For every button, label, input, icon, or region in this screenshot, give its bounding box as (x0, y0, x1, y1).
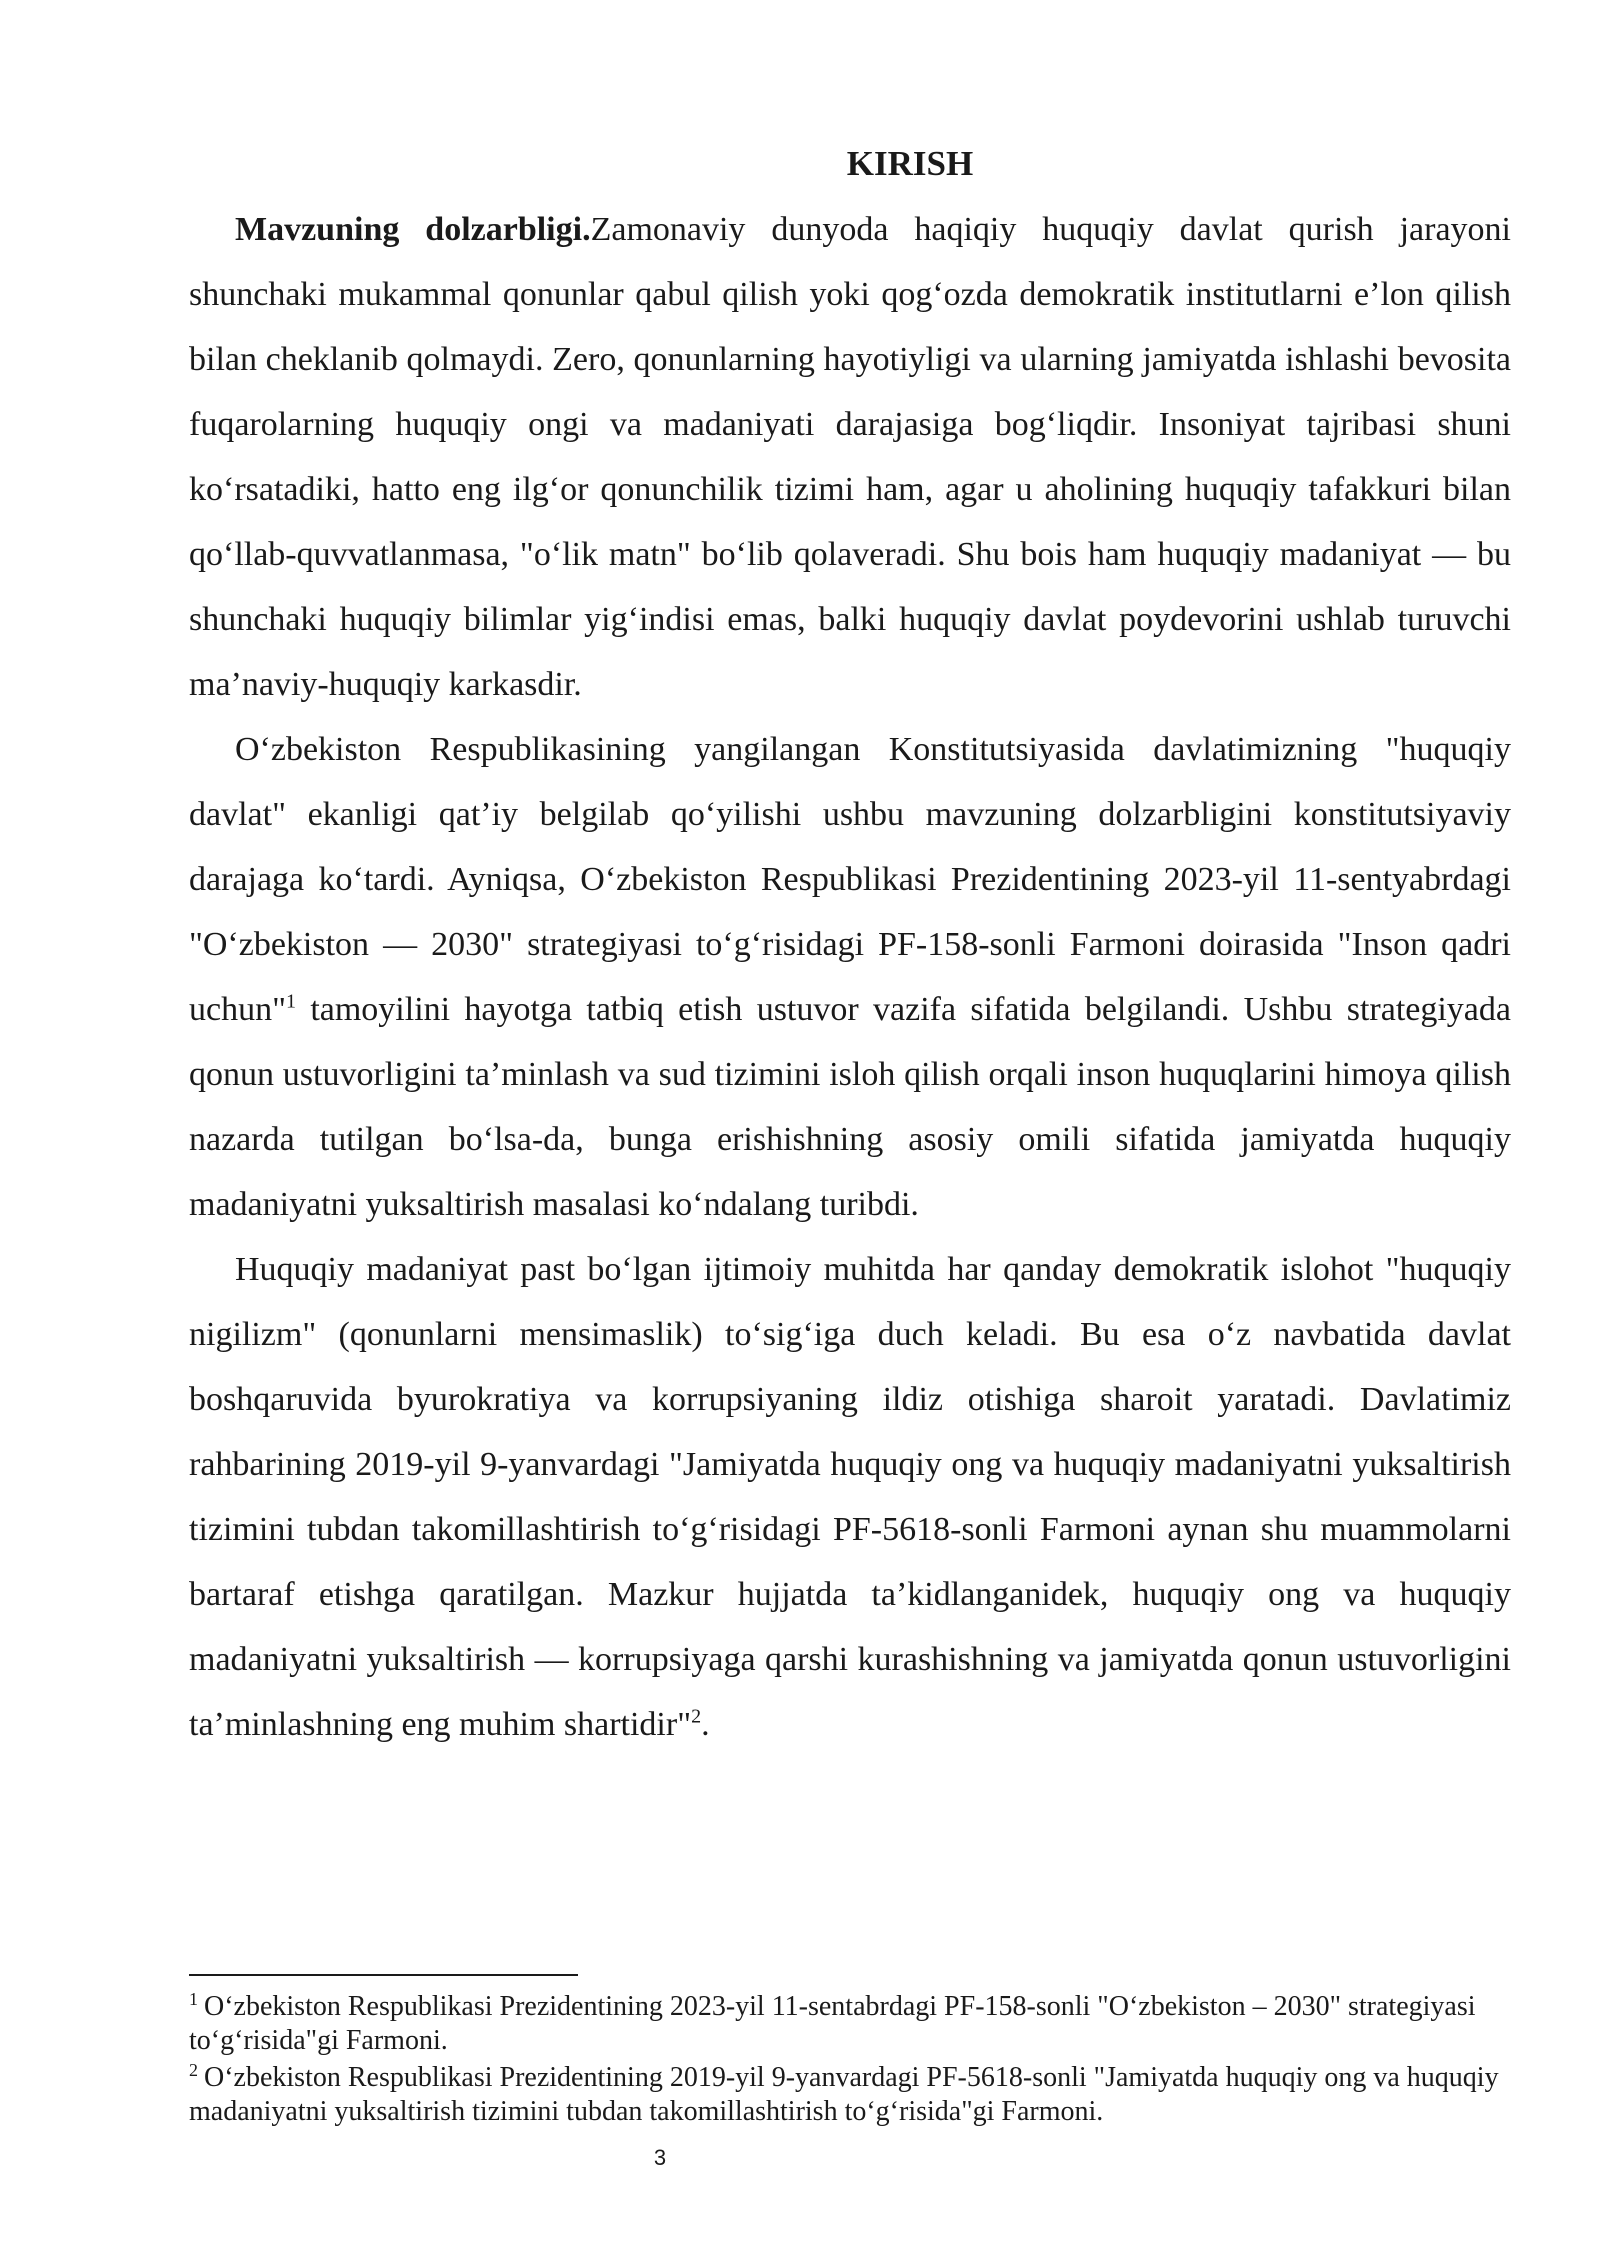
footnote-mark: 1 (189, 1988, 198, 2009)
paragraph-text: O‘zbekiston Respublikasining yangilangan Konstitutsiyasida davlatimizning "huquqiy davlat" ekanligi qat’iy belgilab qo‘yilishi ushbu mavzuning dolzarbligini konstitutsiyaviy darajaga ko‘tardi. Ayniqsa, O‘zbekiston Respublikasi Prezidentining 2023-yil 11-sentyabrdagi "O‘zbekiston — 2030" strategiyasi to‘g‘risidagi PF-158-sonli Farmoni doirasida "Inson qadri uchun" (189, 731, 1511, 1028)
footnote-text: O‘zbekiston Respublikasi Prezidentining 2023-yil 11-sentabrdagi PF-158-sonli "O‘zbekiston – 2030" strategiyasi to‘g‘risida"gi Farmoni. (189, 1991, 1476, 2056)
page-number: 3 (653, 2145, 667, 2170)
paragraph-legal-culture (189, 1237, 1511, 1757)
paragraph-relevance (189, 197, 1511, 717)
page-title: KIRISH (846, 144, 974, 183)
document-body (189, 136, 1511, 1757)
footnote-mark: 2 (189, 2059, 198, 2080)
footnote-reference-2: 2 (691, 1705, 702, 1728)
footnote-separator (189, 1974, 578, 1976)
paragraph-text: Huquqiy madaniyat past bo‘lgan ijtimoiy muhitda har qanday demokratik islohot "huquqiy nigilizm" (qonunlarni mensimaslik) to‘sig‘iga duch keladi. Bu esa o‘z navbatida davlat boshqaruvida byurokratiya va korrupsiyaning ildiz otishiga sharoit yaratadi. Davlatimiz rahbarining 2019-yil 9-yanvardagi "Jamiyatda huquqiy ong va huquqiy madaniyatni yuksaltirish tizimini tubdan takomillashtirish to‘g‘risidagi PF-5618-sonli Farmoni aynan shu muammolarni bartaraf etishga qaratilgan. Mazkur hujjatda ta’kidlanganidek, huquqiy ong va huquqiy madaniyatni yuksaltirish — korrupsiyaga qarshi kurashishning va jamiyatda qonun ustuvorligini ta’minlashning eng muhim shartidir" (189, 1251, 1511, 1743)
footnote-text: O‘zbekiston Respublikasi Prezidentining 2019-yil 9-yanvardagi PF-5618-sonli "Jamiyatda huquqiy ong va huquqiy madaniyatni yuksaltirish tizimini tubdan takomillashtirish to‘g‘risida"gi Farmoni. (189, 2062, 1499, 2127)
paragraph-text-continued: . (701, 1706, 710, 1743)
paragraph-lead: Mavzuning dolzarbligi. (235, 211, 591, 248)
footnote-2 (189, 2061, 1511, 2129)
paragraph-constitution (189, 717, 1511, 1237)
footnote-reference-1: 1 (285, 990, 296, 1013)
paragraph-text: Zamonaviy dunyoda haqiqiy huquqiy davlat qurish jarayoni shunchaki mukammal qonunlar qabul qilish yoki qog‘ozda demokratik institutlarni e’lon qilish bilan cheklanib qolmaydi. Zero, qonunlarning hayotiyligi va ularning jamiyatda ishlashi bevosita fuqarolarning huquqiy ongi va madaniyati darajasiga bog‘liqdir. Insoniyat tajribasi shuni ko‘rsatadiki, hatto eng ilg‘or qonunchilik tizimi ham, agar u aholining huquqiy tafakkuri bilan qo‘llab-quvvatlanmasa, "o‘lik matn" bo‘lib qolaveradi. Shu bois ham huquqiy madaniyat — bu shunchaki huquqiy bilimlar yig‘indisi emas, balki huquqiy davlat poydevorini ushlab turuvchi ma’naviy-huquqiy karkasdir. (189, 211, 1511, 703)
paragraph-text-continued: tamoyilini hayotga tatbiq etish ustuvor vazifa sifatida belgilandi. Ushbu strategiyada qonun ustuvorligini ta’minlash va sud tizimini isloh qilish orqali inson huquqlarini himoya qilish nazarda tutilgan bo‘lsa-da, bunga erishishning asosiy omili sifatida jamiyatda huquqiy madaniyatni yuksaltirish masalasi ko‘ndalang turibdi. (189, 991, 1511, 1223)
footnotes (189, 1990, 1511, 2132)
footnote-1 (189, 1990, 1511, 2058)
